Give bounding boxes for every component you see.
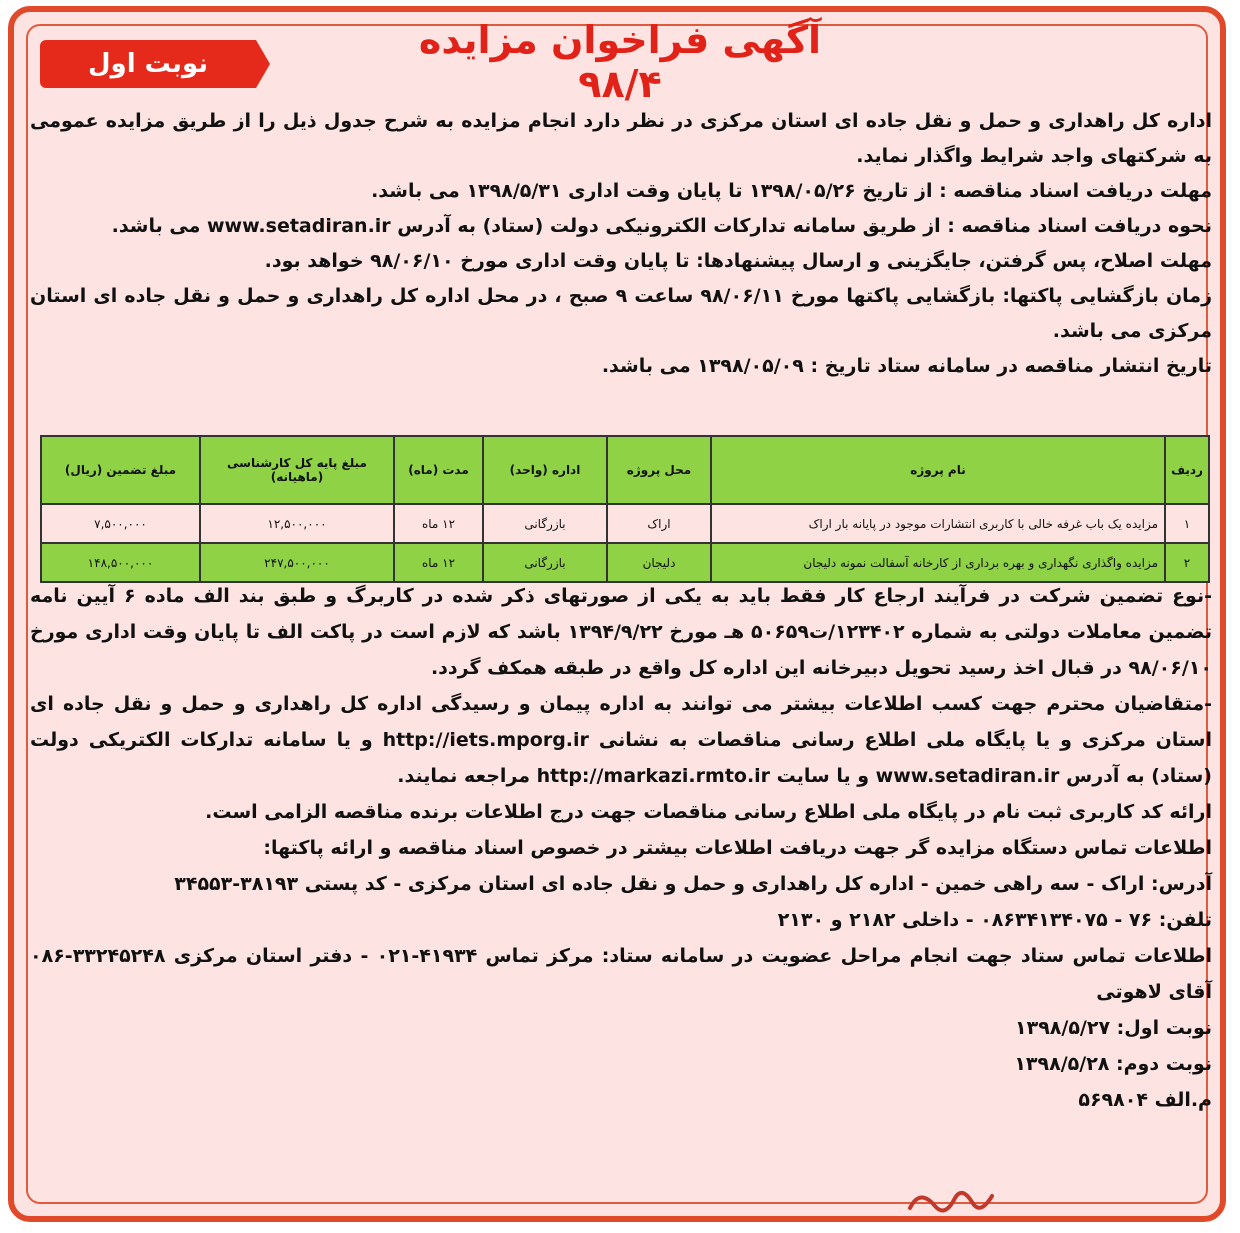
round-badge: نوبت اول: [40, 40, 256, 88]
reference-code: م.الف ۵۶۹۸۰۴: [1078, 1089, 1212, 1111]
col-header-base-price: مبلغ پایه کل کارشناسی (ماهیانه): [200, 436, 394, 504]
publish-round-2: نوبت دوم: ۱۳۹۸/۵/۲۸: [1014, 1053, 1212, 1075]
intro-line: اداره کل راهداری و حمل و نقل جاده ای استان مرکزی در نظر دارد انجام مزایده به شرح جدول ذیل را از طریق مزایده عمومی به شرکتهای واجد شرایط واگذار نماید.: [30, 110, 1212, 167]
note-paragraph: تلفن: ۷۶ - ۰۸۶۳۴۱۳۴۰۷۵ - داخلی ۲۱۸۲ و ۲۱۳۰: [777, 909, 1212, 931]
intro-line: مهلت دریافت اسناد مناقصه : از تاریخ ۱۳۹۸/۰۵/۲۶ تا پایان وقت اداری ۱۳۹۸/۵/۳۱ می باشد.: [371, 180, 1212, 202]
cell-department: بازرگانی: [483, 504, 607, 543]
notes-section: [30, 578, 1212, 1118]
col-header-row-number: ردیف: [1165, 436, 1209, 504]
publish-round-1: نوبت اول: ۱۳۹۸/۵/۲۷: [1015, 1017, 1212, 1039]
cell-duration: ۱۲ ماه: [394, 543, 483, 582]
col-header-location: محل پروژه: [607, 436, 711, 504]
ad-title: آگهی فراخوان مزایده ۹۸/۴: [418, 18, 822, 106]
cell-row-number: ۱: [1165, 504, 1209, 543]
intro-line: مهلت اصلاح، پس گرفتن، جایگزینی و ارسال پیشنهادها: تا پایان وقت اداری مورخ ۹۸/۰۶/۱۰ خواهد بود.: [264, 250, 1212, 272]
cell-department: بازرگانی: [483, 543, 607, 582]
cell-location: اراک: [607, 504, 711, 543]
auction-table: [40, 435, 1210, 573]
handwritten-page-mark: [900, 1178, 1000, 1228]
note-paragraph: ارائه کد کاربری ثبت نام در پایگاه ملی اطلاع رسانی مناقصات جهت درج اطلاعات برنده مناقصه الزامی است.: [205, 801, 1212, 823]
intro-line: تاریخ انتشار مناقصه در سامانه ستاد تاریخ : ۱۳۹۸/۰۵/۰۹ می باشد.: [601, 355, 1212, 377]
note-paragraph: اطلاعات تماس دستگاه مزایده گر جهت دریافت اطلاعات بیشتر در خصوص اسناد مناقصه و ارائه پاکتها:: [263, 837, 1212, 859]
table-header-row: [41, 436, 1209, 504]
cell-duration: ۱۲ ماه: [394, 504, 483, 543]
note-paragraph: اطلاعات تماس ستاد جهت انجام مراحل عضویت در سامانه ستاد: مرکز تماس ۴۱۹۳۴-۰۲۱ - دفتر استان مرکزی ۳۳۲۴۵۲۴۸-۰۸۶ آقای لاهوتی: [30, 945, 1212, 1003]
note-paragraph: -نوع تضمین شرکت در فرآیند ارجاع کار فقط باید به یکی از صورتهای ذکر شده در کاربرگ و طبق بند الف ماده ۶ آیین نامه تضمین معاملات دولتی به شماره ۱۲۳۴۰۲/ت۵۰۶۵۹ هـ مورخ ۱۳۹۴/۹/۲۲ باشد که لازم است در پاکت الف تا پایان وقت اداری مورخ ۹۸/۰۶/۱۰ در قبال اخذ رسید تحویل دبیرخانه این اداره کل واقع در طبقه همکف گردد.: [30, 585, 1212, 679]
col-header-guarantee: مبلغ تضمین (ریال): [41, 436, 200, 504]
cell-base-price: ۲۴۷,۵۰۰,۰۰۰: [200, 543, 394, 582]
intro-line: نحوه دریافت اسناد مناقصه : از طریق سامانه تدارکات الکترونیکی دولت (ستاد) به آدرس www.setadiran.ir می باشد.: [111, 215, 1212, 237]
cell-guarantee: ۱۴۸,۵۰۰,۰۰۰: [41, 543, 200, 582]
cell-location: دلیجان: [607, 543, 711, 582]
cell-row-number: ۲: [1165, 543, 1209, 582]
note-paragraph: -متقاضیان محترم جهت کسب اطلاعات بیشتر می توانند به اداره پیمان و رسیدگی اداره کل راهداری و حمل و نقل جاده ای استان مرکزی و یا پایگاه ملی اطلاع رسانی مناقصات به نشانی http://iets.mporg.ir و یا سامانه تدارکات الکتریکی دولت (ستاد) به آدرس www.setadiran.ir و یا سایت http://markazi.rmto.ir مراجعه نمایند.: [30, 693, 1212, 787]
cell-base-price: ۱۲,۵۰۰,۰۰۰: [200, 504, 394, 543]
table-row: [41, 504, 1209, 543]
col-header-duration: مدت (ماه): [394, 436, 483, 504]
cell-project-name: مزایده واگذاری نگهداری و بهره برداری از کارخانه آسفالت نمونه دلیجان: [711, 543, 1165, 582]
intro-section: [30, 104, 1212, 384]
cell-project-name: مزایده یک باب غرفه خالی با کاربری انتشارات موجود در پایانه بار اراک: [711, 504, 1165, 543]
table-row: [41, 543, 1209, 582]
col-header-department: اداره (واحد): [483, 436, 607, 504]
intro-line: زمان بازگشایی پاکتها: بازگشایی پاکتها مورخ ۹۸/۰۶/۱۱ ساعت ۹ صبح ، در محل اداره کل راهداری و حمل و نقل جاده ای استان مرکزی می باشد.: [30, 285, 1213, 342]
col-header-project-name: نام پروژه: [711, 436, 1165, 504]
cell-guarantee: ۷,۵۰۰,۰۰۰: [41, 504, 200, 543]
note-paragraph: آدرس: اراک - سه راهی خمین - اداره کل راهداری و حمل و نقل جاده ای استان مرکزی - کد پستی ۳۸۱۹۳-۳۴۵۵۳: [174, 873, 1212, 895]
